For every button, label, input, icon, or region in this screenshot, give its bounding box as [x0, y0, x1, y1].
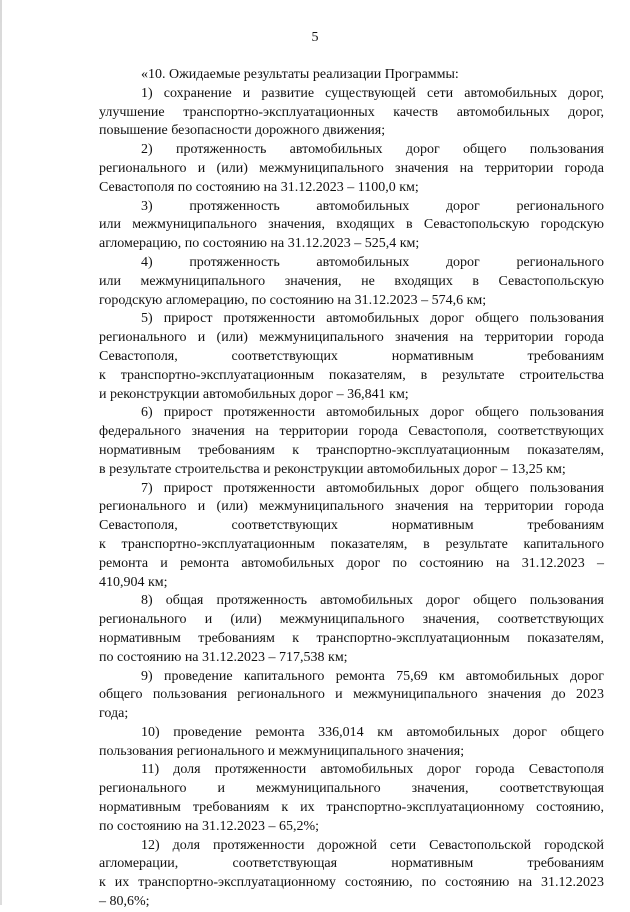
- text-line: Севастополя, соответствующих нормативным требованиям: [99, 348, 604, 364]
- text-line: 12) доля протяженности дорожной сети Севастопольской городской: [141, 837, 604, 853]
- text-line: регионального и (или) межмуниципального значения на территории города: [99, 160, 604, 176]
- text-line: 1) сохранение и развитие существующей сети автомобильных дорог,: [141, 85, 604, 101]
- text-line: нормативным требованиям к транспортно-эксплуатационным показателям,: [99, 442, 604, 458]
- text-line: или межмуниципального значения, не входящих в Севастопольскую: [99, 273, 604, 289]
- document-body: [99, 66, 604, 912]
- text-line: регионального и межмуниципального значения, соответствующая: [99, 781, 604, 797]
- text-line: Севастополя, соответствующих нормативным требованиям: [99, 518, 604, 534]
- text-line: 8) общая протяженность автомобильных дорог общего пользования: [141, 593, 604, 609]
- text-line: 5) прирост протяженности автомобильных дорог общего пользования: [141, 311, 604, 327]
- text-line: «10. Ожидаемые результаты реализации Программы:: [141, 67, 459, 82]
- text-line: городскую агломерацию, по состоянию на 31.12.2023 – 574,6 км;: [99, 292, 487, 308]
- text-line: 6) прирост протяженности автомобильных дорог общего пользования: [141, 405, 604, 421]
- text-line: регионального и (или) межмуниципального значения на территории города: [99, 499, 604, 515]
- text-line: – 80,6%;: [99, 894, 150, 910]
- text-line: Севастополя по состоянию на 31.12.2023 – 1100,0 км;: [99, 179, 419, 195]
- text-line: ремонта и ремонта автомобильных дорог по состоянию на 31.12.2023 –: [99, 555, 604, 571]
- text-line: 410,904 км;: [99, 574, 168, 590]
- text-line: агломерацию, по состоянию на 31.12.2023 – 525,4 км;: [99, 236, 420, 252]
- text-line: года;: [99, 706, 129, 722]
- text-line: нормативным требованиям к их транспортно-эксплуатационному состоянию,: [99, 800, 604, 816]
- text-line: агломерации, соответствующая нормативным требованиям: [99, 856, 604, 872]
- text-line: нормативным требованиям к транспортно-эксплуатационным показателям,: [99, 630, 604, 646]
- text-line: пользования регионального и межмуниципального значения;: [99, 743, 465, 759]
- text-line: к транспортно-эксплуатационным показателям, в результате капитального: [99, 536, 604, 552]
- text-line: в результате строительства и реконструкции автомобильных дорог – 13,25 км;: [99, 461, 566, 477]
- text-line: федерального значения на территории города Севастополя, соответствующих: [99, 424, 604, 440]
- text-line: по состоянию на 31.12.2023 – 65,2%;: [99, 818, 320, 834]
- text-line: 10) проведение ремонта 336,014 км автомобильных дорог общего: [141, 724, 604, 740]
- text-line: по состоянию на 31.12.2023 – 717,538 км;: [99, 649, 348, 665]
- text-line: 4) протяженность автомобильных дорог регионального: [141, 254, 604, 270]
- text-line: и реконструкции автомобильных дорог – 36,841 км;: [99, 386, 409, 402]
- text-line: 9) проведение капитального ремонта 75,69 км автомобильных дорог: [141, 668, 604, 684]
- text-line: повышение безопасности дорожного движения;: [99, 123, 386, 139]
- scan-edge-shadow: [0, 0, 2, 905]
- text-line: улучшение транспортно-эксплуатационных качеств автомобильных дорог,: [99, 104, 604, 120]
- text-line: 2) протяженность автомобильных дорог общего пользования: [141, 142, 604, 158]
- page-number: 5: [311, 30, 319, 45]
- text-line: 3) протяженность автомобильных дорог регионального: [141, 198, 604, 214]
- text-line: к их транспортно-эксплуатационному состоянию, по состоянию на 31.12.2023: [99, 875, 604, 891]
- text-line: к транспортно-эксплуатационным показателям, в результате строительства: [99, 367, 604, 383]
- text-line: общего пользования регионального и межмуниципального значения до 2023: [99, 687, 604, 703]
- text-line: регионального и (или) межмуниципального значения на территории города: [99, 330, 604, 346]
- text-line: или межмуниципального значения, входящих в Севастопольскую городскую: [99, 217, 604, 233]
- text-line: 11) доля протяженности автомобильных дорог города Севастополя: [141, 762, 604, 778]
- text-line: регионального и (или) межмуниципального значения, соответствующих: [99, 612, 604, 628]
- text-line: 7) прирост протяженности автомобильных дорог общего пользования: [141, 480, 604, 496]
